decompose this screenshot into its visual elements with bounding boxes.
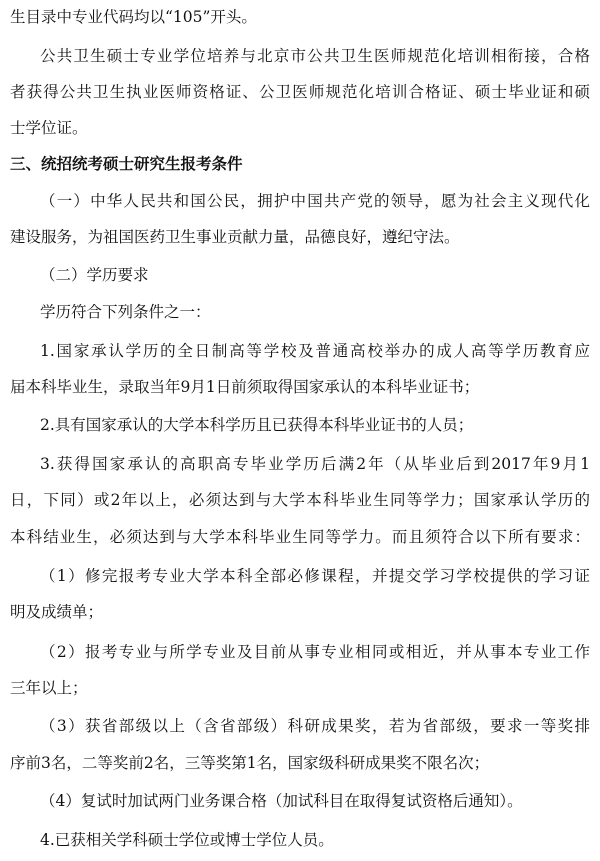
- list-item-line: 3.获得国家承认的高职高专毕业学历后满2年（从毕业后到2017年9月1: [40, 455, 590, 473]
- paragraph-line: 学历符合下列条件之一：: [40, 303, 211, 321]
- list-item-line: 本科结业生，必须达到与大学本科毕业生同等学力。而且须符合以下所有要求：: [10, 528, 590, 546]
- subsection-heading: （二）学历要求: [40, 266, 149, 284]
- list-item-line: 明及成绩单；: [10, 603, 104, 621]
- paragraph-line: （一）中华人民共和国公民，拥护中国共产党的领导，愿为社会主义现代化: [40, 192, 590, 210]
- list-item-line: 序前3名，二等奖前2名，三等奖第1名，国家级科研成果奖不限名次；: [10, 754, 490, 772]
- list-item-line: （2）报考专业与所学专业及目前从事专业相同或相近，并从事本专业工作: [40, 643, 590, 661]
- list-item-line: 1.国家承认学历的全日制高等学校及普通高校举办的成人高等学历教育应: [40, 342, 590, 360]
- list-item-line: 4.已获相关学科硕士学位或博士学位人员。: [40, 831, 334, 849]
- paragraph-line: 士学位证。: [10, 119, 88, 137]
- list-item-line: 三年以上；: [10, 679, 88, 697]
- list-item-line: 届本科毕业生，录取当年9月1日前须取得国家承认的本科毕业证书；: [10, 378, 480, 396]
- paragraph-line: 生目录中专业代码均以“105”开头。: [10, 8, 257, 26]
- paragraph-line: 公共卫生硕士专业学位培养与北京市公共卫生医师规范化培训相衔接，合格: [40, 47, 590, 65]
- section-heading: 三、统招统考硕士研究生报考条件: [10, 155, 243, 173]
- paragraph-line: 建设服务，为祖国医药卫生事业贡献力量，品德良好，遵纪守法。: [10, 228, 460, 246]
- paragraph-line: 者获得公共卫生执业医师资格证、公卫医师规范化培训合格证、硕士毕业证和硕: [10, 83, 590, 101]
- list-item-line: （4）复试时加试两门业务课合格（加试科目在取得复试资格后通知）。: [40, 792, 523, 810]
- list-item-line: 2.具有国家承认的大学本科学历且已获得本科毕业证书的人员；: [40, 416, 474, 434]
- list-item-line: （3）获省部级以上（含省部级）科研成果奖，若为省部级，要求一等奖排: [40, 717, 590, 735]
- list-item-line: 日，下同）或2年以上，必须达到与大学本科毕业生同等学力；国家承认学历的: [10, 491, 590, 509]
- list-item-line: （1）修完报考专业大学本科全部必修课程，并提交学习学校提供的学习证: [40, 567, 590, 585]
